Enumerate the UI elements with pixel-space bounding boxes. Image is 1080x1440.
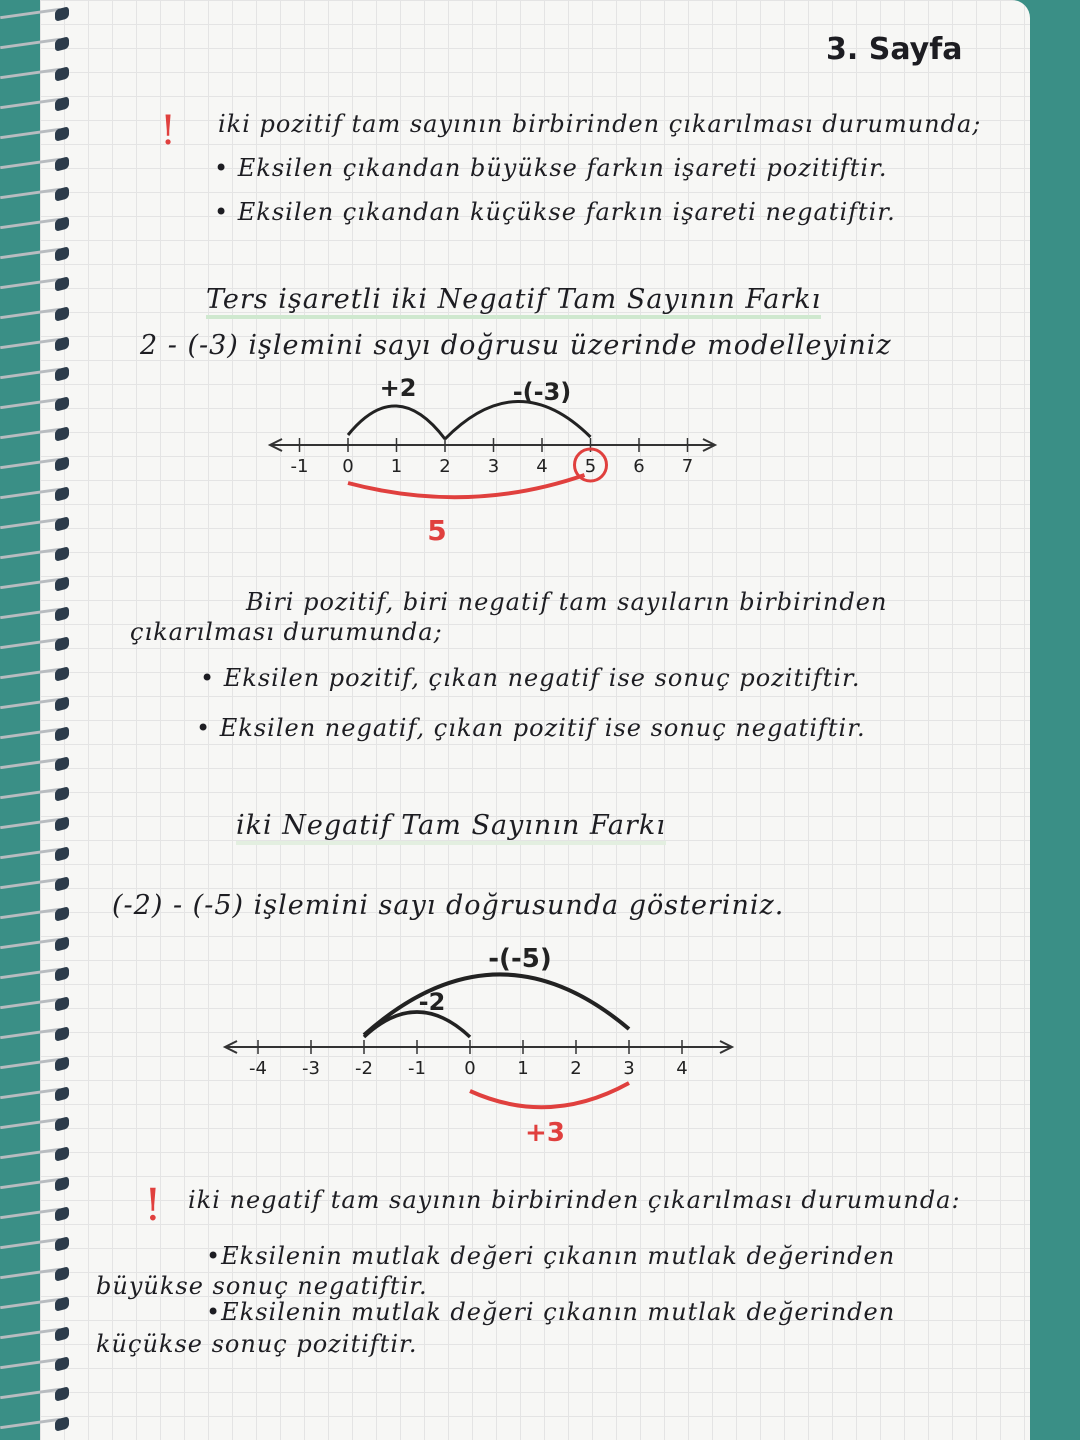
binding-hole bbox=[55, 1326, 69, 1342]
binding-hole bbox=[55, 756, 69, 772]
tick-label: -1 bbox=[408, 1058, 426, 1079]
binding-hole bbox=[55, 1296, 69, 1312]
binding-hole bbox=[55, 96, 69, 112]
section3-intro-cont: çıkarılması durumunda; bbox=[130, 618, 443, 646]
binding-hole bbox=[55, 6, 69, 22]
tick-label: 4 bbox=[536, 456, 548, 477]
spiral-ring bbox=[0, 608, 60, 619]
section5-intro: iki negatif tam sayının birbirinden çıkarılması durumunda: bbox=[188, 1186, 961, 1214]
tick-label: 7 bbox=[681, 456, 694, 477]
spiral-ring bbox=[0, 1208, 60, 1219]
jump1-label: +2 bbox=[379, 374, 417, 402]
spiral-ring bbox=[0, 908, 60, 919]
binding-hole bbox=[55, 726, 69, 742]
section5-bullet: •Eksilenin mutlak değeri çıkanın mutlak değerinden bbox=[206, 1242, 896, 1270]
spiral-ring bbox=[0, 1358, 60, 1369]
binding-hole bbox=[55, 216, 69, 232]
binding-hole bbox=[55, 696, 69, 712]
binding-hole bbox=[55, 906, 69, 922]
section3-bullet: • Eksilen pozitif, çıkan negatif ise sonuç pozitiftir. bbox=[200, 664, 861, 692]
binding-hole bbox=[55, 1236, 69, 1252]
spiral-ring bbox=[0, 38, 60, 49]
binding-hole bbox=[55, 126, 69, 142]
spiral-ring bbox=[0, 728, 60, 739]
spiral-ring bbox=[0, 98, 60, 109]
jump1-label: -2 bbox=[418, 988, 446, 1016]
binding-hole bbox=[55, 1386, 69, 1402]
binding-hole bbox=[55, 336, 69, 352]
jump2-label: -(-3) bbox=[512, 378, 572, 406]
spiral-ring bbox=[0, 1298, 60, 1309]
spiral-ring bbox=[0, 248, 60, 259]
binding-hole bbox=[55, 1266, 69, 1282]
binding-hole bbox=[55, 606, 69, 622]
binding-hole bbox=[55, 156, 69, 172]
spiral-ring bbox=[0, 1418, 60, 1429]
binding-hole bbox=[55, 846, 69, 862]
section2-task: 2 - (-3) işlemini sayı doğrusu üzerinde modelleyiniz bbox=[140, 330, 892, 361]
tick-label: 2 bbox=[570, 1058, 582, 1079]
tick-label: 6 bbox=[633, 456, 645, 477]
section5-bullet-cont: küçükse sonuç pozitiftir. bbox=[96, 1330, 418, 1358]
section1-intro: iki pozitif tam sayının birbirinden çıkarılması durumunda; bbox=[218, 110, 982, 138]
section4-task: (-2) - (-5) işlemini sayı doğrusunda gösteriniz. bbox=[112, 890, 785, 921]
spiral-ring bbox=[0, 668, 60, 679]
tick-label: -1 bbox=[290, 456, 309, 477]
spiral-ring bbox=[0, 128, 60, 139]
binding-hole bbox=[55, 66, 69, 82]
tick-label: 2 bbox=[439, 456, 451, 477]
binding-hole bbox=[55, 186, 69, 202]
binding-hole bbox=[55, 816, 69, 832]
binding-hole bbox=[55, 1356, 69, 1372]
spiral-ring bbox=[0, 8, 60, 19]
binding-hole bbox=[55, 36, 69, 52]
binding-hole bbox=[55, 636, 69, 652]
spiral-ring bbox=[0, 68, 60, 79]
jump-arc bbox=[364, 1012, 470, 1037]
spiral-ring bbox=[0, 878, 60, 889]
spiral-ring bbox=[0, 1388, 60, 1399]
spiral-ring bbox=[0, 698, 60, 709]
binding-hole bbox=[55, 1176, 69, 1192]
section3-intro: Biri pozitif, biri negatif tam sayıların birbirinden bbox=[246, 588, 888, 616]
binding-hole bbox=[55, 576, 69, 592]
spiral-ring bbox=[0, 338, 60, 349]
binding-hole bbox=[55, 306, 69, 322]
result-arc bbox=[470, 1083, 629, 1107]
section2-heading: Ters işaretli iki Negatif Tam Sayının Farkı bbox=[206, 284, 821, 319]
tick-label: 3 bbox=[623, 1058, 635, 1079]
spiral-ring bbox=[0, 188, 60, 199]
binding-hole bbox=[55, 246, 69, 262]
section5-bullet: •Eksilenin mutlak değeri çıkanın mutlak değerinden bbox=[206, 1298, 896, 1326]
spiral-ring bbox=[0, 848, 60, 859]
result-label: 5 bbox=[427, 514, 447, 547]
spiral-binding bbox=[0, 0, 85, 1440]
jump-arc bbox=[445, 401, 591, 439]
tick-label: 4 bbox=[676, 1058, 688, 1079]
number-line-2 bbox=[0, 935, 1080, 1155]
section1-bullet: • Eksilen çıkandan küçükse farkın işareti negatiftir. bbox=[214, 198, 896, 226]
tick-label: 3 bbox=[487, 456, 500, 477]
binding-hole bbox=[55, 276, 69, 292]
spiral-ring bbox=[0, 278, 60, 289]
result-arc bbox=[348, 475, 585, 497]
spiral-ring bbox=[0, 758, 60, 769]
warning-mark: ! bbox=[144, 1180, 163, 1231]
page-title: 3. Sayfa bbox=[826, 32, 963, 67]
spiral-ring bbox=[0, 578, 60, 589]
spiral-ring bbox=[0, 158, 60, 169]
tick-label: 1 bbox=[390, 456, 403, 477]
jump-arc bbox=[364, 974, 629, 1035]
tick-label: 0 bbox=[464, 1058, 476, 1079]
tick-label: 0 bbox=[342, 456, 354, 477]
section3-bullet: • Eksilen negatif, çıkan pozitif ise sonuç negatiftir. bbox=[196, 714, 866, 742]
tick-label: -3 bbox=[302, 1058, 320, 1079]
warning-mark: ! bbox=[160, 108, 178, 154]
spiral-ring bbox=[0, 1238, 60, 1249]
section1-bullet: • Eksilen çıkandan büyükse farkın işareti pozitiftir. bbox=[214, 154, 888, 182]
tick-label: -2 bbox=[355, 1058, 373, 1079]
section4-heading: iki Negatif Tam Sayının Farkı bbox=[236, 810, 666, 845]
binding-hole bbox=[55, 1206, 69, 1222]
binding-hole bbox=[55, 876, 69, 892]
number-line-1 bbox=[0, 370, 1080, 550]
spiral-ring bbox=[0, 218, 60, 229]
section5-bullet-cont: büyükse sonuç negatiftir. bbox=[96, 1272, 428, 1300]
result-label: +3 bbox=[525, 1118, 565, 1148]
spiral-ring bbox=[0, 638, 60, 649]
spiral-ring bbox=[0, 788, 60, 799]
jump2-label: -(-5) bbox=[488, 944, 552, 974]
binding-hole bbox=[55, 666, 69, 682]
spiral-ring bbox=[0, 308, 60, 319]
tick-label: -4 bbox=[249, 1058, 267, 1079]
tick-label: 5 bbox=[584, 456, 597, 477]
tick-label: 1 bbox=[517, 1058, 529, 1079]
spiral-ring bbox=[0, 1178, 60, 1189]
binding-hole bbox=[55, 1416, 69, 1432]
binding-hole bbox=[55, 786, 69, 802]
jump-arc bbox=[348, 406, 445, 439]
spiral-ring bbox=[0, 1328, 60, 1339]
spiral-ring bbox=[0, 1268, 60, 1279]
spiral-ring bbox=[0, 818, 60, 829]
